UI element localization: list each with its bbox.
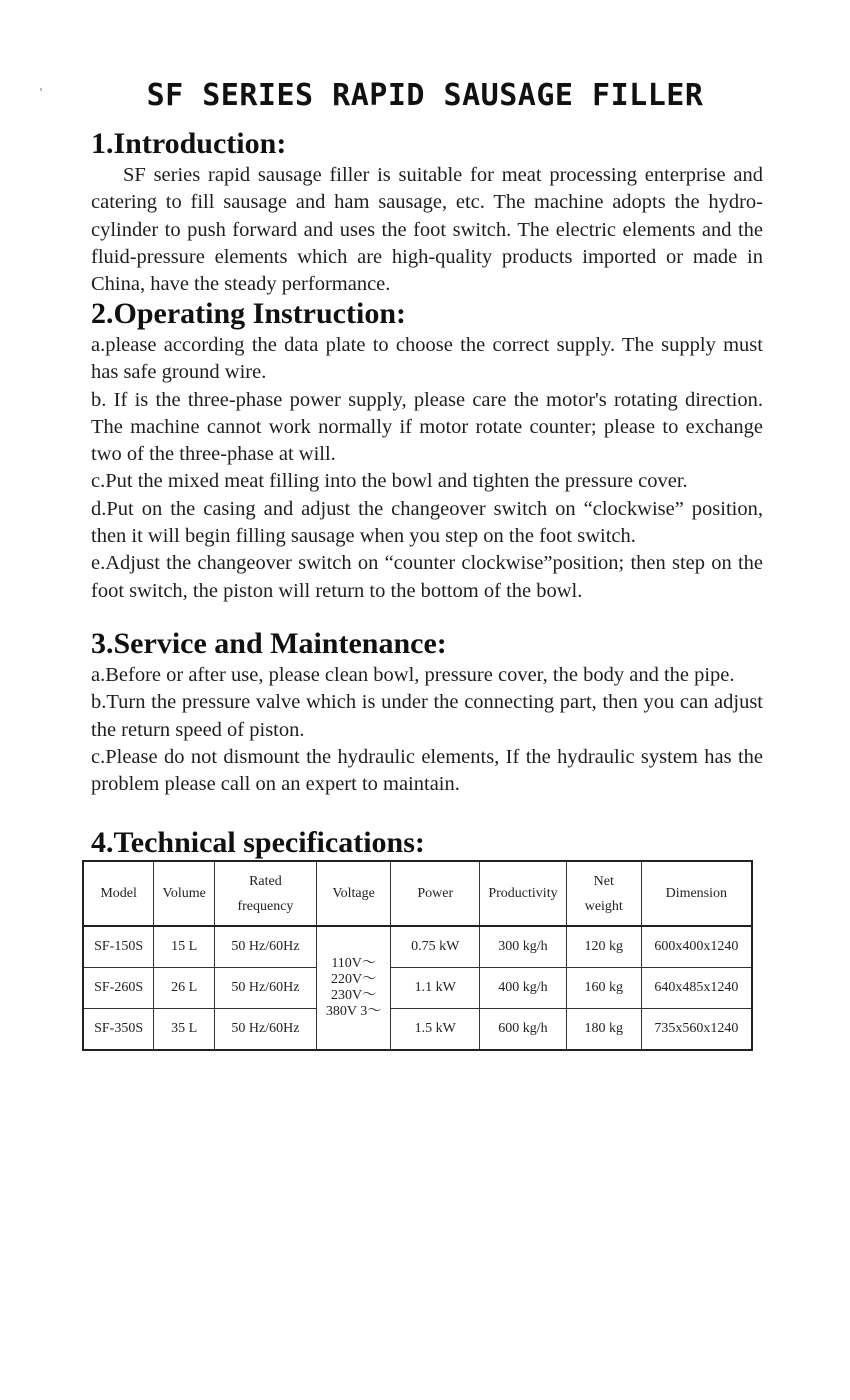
operating-item-e: e.Adjust the changeover switch on “counter clockwise”position; then step on the foot switch, the piston will return to the bottom of the bowl. (91, 552, 763, 602)
cell-productivity: 600 kg/h (480, 1009, 567, 1051)
service-item-c: c.Please do not dismount the hydraulic elements, If the hydraulic system has the problem please call on an expert to maintain. (91, 745, 763, 796)
voltage-value: 220V～ (331, 972, 377, 987)
cell-weight: 120 kg (566, 926, 641, 968)
operating-item-c: c.Put the mixed meat filling into the bowl and tighten the pressure cover. (91, 470, 688, 493)
cell-power: 1.5 kW (391, 1009, 480, 1051)
voltage-value: 110V～ (331, 956, 376, 971)
voltage-value: 380V 3～ (325, 1004, 382, 1019)
cell-productivity: 400 kg/h (480, 968, 567, 1009)
header-volume: Volume (154, 861, 215, 926)
cell-power: 0.75 kW (391, 926, 480, 968)
header-rated-frequency (215, 861, 317, 926)
cell-volume: 15 L (154, 926, 215, 968)
page-title: SF SERIES RAPID SAUSAGE FILLER (146, 78, 704, 113)
cell-dimension: 600x400x1240 (641, 926, 752, 968)
cell-frequency: 50 Hz/60Hz (215, 968, 317, 1009)
introduction-heading: 1.Introduction: (91, 127, 287, 160)
service-heading: 3.Service and Maintenance: (91, 627, 447, 660)
header-model: Model (83, 861, 154, 926)
header-net-weight (566, 861, 641, 926)
technical-heading: 4.Technical specifications: (91, 826, 425, 859)
service-item-a: a.Before or after use, please clean bowl, pressure cover, the body and the pipe. (91, 664, 735, 686)
header-power: Power (391, 861, 480, 926)
cell-weight: 180 kg (566, 1009, 641, 1051)
table-row (83, 1009, 752, 1051)
cell-weight: 160 kg (566, 968, 641, 1009)
introduction-section (91, 126, 763, 298)
cell-dimension: 735x560x1240 (641, 1009, 752, 1051)
cell-model: SF-150S (83, 926, 154, 968)
cell-frequency: 50 Hz/60Hz (215, 1009, 317, 1051)
introduction-text: SF series rapid sausage filler is suitable for meat processing enterprise and catering to fill sausage and ham sausage, etc. The machine adopts the hydro-cylinder to push forward and uses the foot switch. The electric elements and the fluid-pressure elements which are high-quality products imported or made in China, have the steady performance. (91, 164, 763, 296)
operating-item-b: b. If is the three-phase power supply, please care the motor's rotating direction. The machine cannot work normally if motor rotate counter; please to exchange two of the three-phase at will. (91, 388, 763, 466)
service-section (91, 626, 763, 798)
header-rated-line2: frequency (237, 898, 294, 914)
table-row (83, 968, 752, 1009)
operating-item-d: d.Put on the casing and adjust the changeover switch on “clockwise” position, then it will begin filling sausage when you step on the foot switch. (91, 497, 763, 548)
cell-frequency: 50 Hz/60Hz (215, 926, 317, 968)
service-item-b: b.Turn the pressure valve which is under the connecting part, then you can adjust the return speed of piston. (91, 691, 763, 741)
cell-volume: 26 L (154, 968, 215, 1009)
cell-model: SF-260S (83, 968, 154, 1009)
header-productivity: Productivity (480, 861, 567, 926)
header-net-line1: Net (593, 873, 614, 889)
technical-section (91, 825, 763, 861)
cell-productivity: 300 kg/h (480, 926, 567, 968)
cell-model: SF-350S (83, 1009, 154, 1051)
cell-voltage (316, 926, 391, 1050)
table-header-row (83, 861, 752, 926)
table-row (83, 926, 752, 968)
header-net-line2: weight (584, 898, 623, 914)
cell-dimension: 640x485x1240 (641, 968, 752, 1009)
voltage-value: 230V～ (331, 988, 377, 1003)
header-dimension: Dimension (641, 861, 752, 926)
header-rated-line1: Rated (249, 873, 282, 889)
specs-table (82, 860, 753, 1051)
header-voltage: Voltage (316, 861, 391, 926)
operating-section (91, 296, 763, 605)
cell-volume: 35 L (154, 1009, 215, 1051)
operating-heading: 2.Operating Instruction: (91, 297, 406, 330)
operating-item-a: a.please according the data plate to choose the correct supply. The supply must has safe ground wire. (91, 334, 763, 384)
cell-power: 1.1 kW (391, 968, 480, 1009)
